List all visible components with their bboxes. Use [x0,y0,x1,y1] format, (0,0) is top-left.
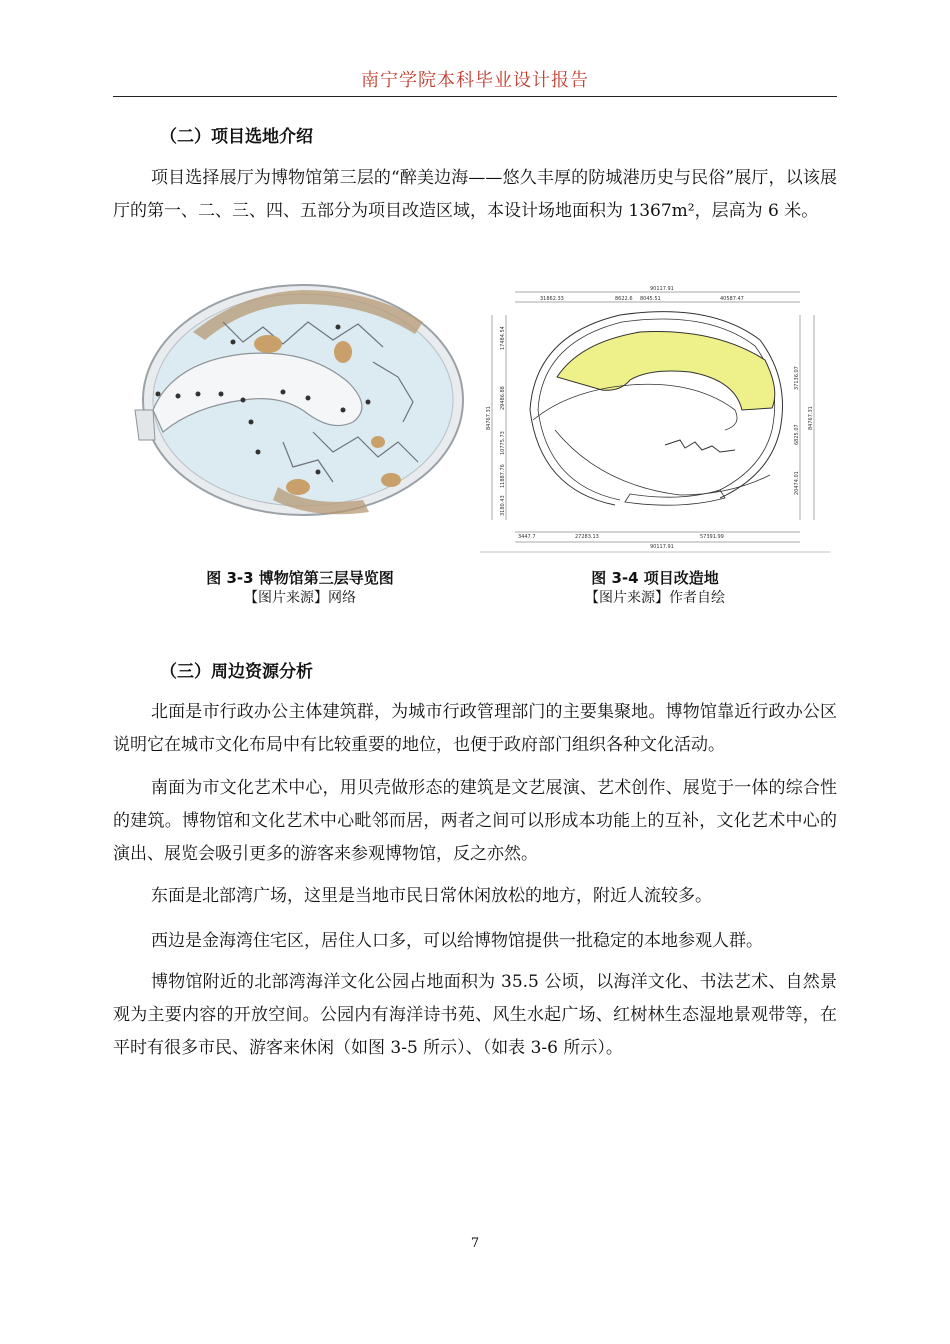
paragraph-east: 东面是北部湾广场，这里是当地市民日常休闲放松的地方，附近人流较多。 [151,886,712,906]
figure-source-3-3: 【图片来源】网络 [244,590,356,606]
dim-top-total: 90117.91 [650,286,674,292]
dim-left-b: 29486.88 [500,386,506,410]
paragraph-park: 博物馆附近的北部湾海洋文化公园占地面积为 35.5 公顷，以海洋文化、书法艺术、自然景观为主要内容的开放空间。公园内有海洋诗书苑、风生水起广场、红树林生态湿地景观带等，在平时有很多市民、游客来休闲（如图 3-5 所示）、（如表 3-6 所示）。 [113,972,837,1058]
dim-left-e: 3180.43 [500,495,506,516]
figure-caption-site-plan [480,568,830,608]
figure-caption-floor-guide [133,568,467,608]
figure-title-3-3: 图 3-3 博物馆第三层导览图 [206,569,394,587]
dim-left-a: 17484.54 [500,326,506,350]
dim-left-c: 10775.73 [500,431,506,455]
figure-floor-guide-map [133,282,467,526]
dim-right-b: 6825.07 [794,424,800,445]
dim-top-d: 40587.47 [720,296,744,302]
dim-bottom-total: 90117.91 [650,544,674,550]
dim-top-c: 8045.51 [640,296,661,302]
figure-source-3-4: 【图片来源】作者自绘 [585,590,725,606]
dim-left-d: 11887.76 [500,464,506,488]
dim-bottom-b: 27283.13 [575,534,599,540]
page-number: 7 [470,1236,480,1251]
dim-bottom-c: 57391.99 [700,534,724,540]
section-heading-site: （二）项目选地介绍 [160,127,313,147]
dim-right-a: 37136.07 [794,366,800,390]
dim-right-c: 20474.01 [794,471,800,495]
dim-bottom-a: 3447.7 [518,534,536,540]
dim-top-a: 31862.33 [540,296,564,302]
figure-title-3-4: 图 3-4 项目改造地 [591,569,719,587]
figure-site-plan [480,280,830,559]
report-header: 南宁学院本科毕业设计报告 [361,70,589,91]
paragraph-north: 北面是市行政办公主体建筑群，为城市行政管理部门的主要集聚地。博物馆靠近行政办公区说明它在城市文化布局中有比较重要的地位，也便于政府部门组织各种文化活动。 [113,702,837,755]
header-rule [113,96,837,97]
dim-left-total: 84767.31 [486,406,492,430]
paragraph-south: 南面为市文化艺术中心，用贝壳做形态的建筑是文艺展演、艺术创作、展览于一体的综合性的建筑。博物馆和文化艺术中心毗邻而居，两者之间可以形成本功能上的互补，文化艺术中心的演出、展览会吸引更多的游客来参观博物馆，反之亦然。 [113,778,837,864]
paragraph-west: 西边是金海湾住宅区，居住人口多，可以给博物馆提供一批稳定的本地参观人群。 [151,931,763,951]
section-heading-surroundings: （三）周边资源分析 [160,662,313,682]
dim-top-b: 8622.6 [615,296,633,302]
dim-right-total: 84767.31 [808,406,814,430]
paragraph-site-intro: 项目选择展厅为博物馆第三层的“醉美边海——悠久丰厚的防城港历史与民俗”展厅，以该展厅的第一、二、三、四、五部分为项目改造区域，本设计场地面积为 1367m²，层高为 6 米。 [113,168,837,221]
